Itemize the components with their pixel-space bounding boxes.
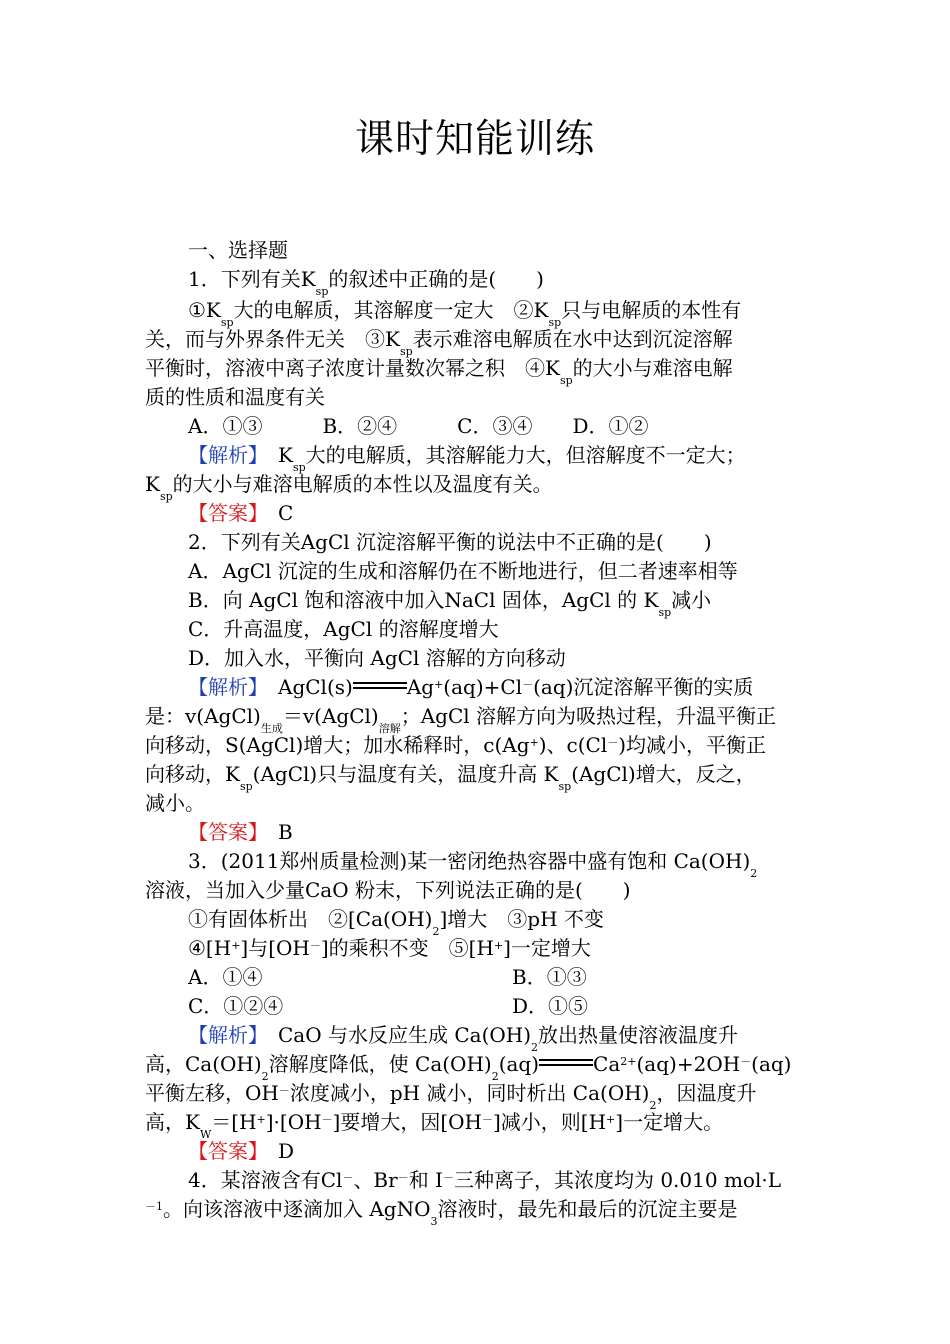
q1-options-line-1 — [188, 296, 858, 329]
subscript: 2 — [750, 867, 758, 880]
text-run: ]一定增大 — [503, 936, 591, 960]
text-run: (aq)+2OH — [636, 1052, 741, 1076]
text-run: ]·[OH — [265, 1110, 322, 1134]
text-run: D — [258, 1139, 295, 1163]
text-run: CaO 与水反应生成 Ca(OH) — [258, 1023, 532, 1047]
superscript: － — [482, 1113, 493, 1126]
text-run: (AgCl)只与温度有关，温度升高 K — [252, 762, 559, 786]
page-title: 课时知能训练 — [354, 117, 595, 162]
text-run: 溶解度降低，使 Ca(OH) — [268, 1052, 492, 1076]
text-run: ]要增大，因[OH — [332, 1110, 482, 1134]
text-run: K — [145, 472, 160, 496]
text-run: 向移动，K — [145, 762, 240, 786]
subscript: 2 — [491, 1070, 499, 1083]
text-run: 的大小与难溶电解 — [572, 356, 733, 380]
q2-analysis-line-4 — [145, 760, 815, 793]
q1-options-line-3 — [145, 354, 815, 387]
text-run: Ca — [593, 1052, 621, 1076]
text-run: 4．某溶液含有Cl — [188, 1168, 343, 1192]
equilibrium-arrow-icon — [539, 1057, 593, 1069]
text-run: AgCl(s) — [258, 675, 353, 699]
text-run: (AgCl)增大，反之， — [571, 762, 756, 786]
q2-analysis — [188, 673, 858, 701]
text-run: 的大小与难溶电解质的本性以及温度有关。 — [172, 472, 553, 496]
q2-analysis-line-2 — [145, 702, 815, 735]
text-run: ，因温度升 — [656, 1081, 757, 1105]
superscript: －1 — [145, 1200, 163, 1213]
q4-stem — [188, 1166, 858, 1194]
q3-analysis — [188, 1021, 858, 1054]
text-run: 只与电解质的本性有 — [561, 298, 742, 322]
superscript: － — [321, 1113, 333, 1126]
text-run: 高，Ca(OH) — [145, 1052, 262, 1076]
q3-analysis-line-4 — [145, 1108, 815, 1141]
section-heading: 一、选择题 — [188, 238, 288, 262]
text-run: 平衡时，溶液中离子浓度计量数次幂之积 ④K — [145, 356, 560, 380]
text-run: 浓度减小，pH 减小，同时析出 Ca(OH) — [289, 1081, 650, 1105]
subscript: 2 — [432, 925, 440, 938]
q2-analysis-line-5: 减小。 — [145, 791, 205, 815]
q2-option-d: D．加入水，平衡向 AgCl 溶解的方向移动 — [188, 646, 566, 670]
answer-tag: 【答案】 — [188, 1139, 258, 1163]
analysis-tag: 【解析】 — [188, 1023, 258, 1047]
q1-analysis — [188, 441, 858, 474]
text-run: 、Br — [353, 1168, 398, 1192]
q1-stem — [188, 265, 858, 298]
text-run: 表示难溶电解质在水中达到沉淀溶解 — [412, 327, 733, 351]
text-run: B — [258, 820, 293, 844]
q4-stem-line-2 — [145, 1195, 815, 1228]
text-run: 高，K — [145, 1110, 200, 1134]
answer-tag: 【答案】 — [188, 501, 258, 525]
superscript: － — [397, 1171, 409, 1184]
q1-answer — [188, 499, 858, 527]
q2-analysis-line-3 — [145, 731, 815, 759]
text-run: ＝v(AgCl) — [282, 704, 379, 728]
text-run: (aq)沉淀溶解平衡的实质 — [533, 675, 754, 699]
q3-stem — [188, 847, 858, 880]
text-run: 和 I — [408, 1168, 443, 1192]
text-run: 向移动，S(AgCl)增大；加水稀释时，c(Ag — [145, 733, 530, 757]
text-run: ]一定增大。 — [615, 1110, 724, 1134]
answer-tag: 【答案】 — [188, 820, 258, 844]
superscript: － — [607, 736, 619, 749]
subscript: 2 — [649, 1099, 657, 1112]
q3-analysis-line-3 — [145, 1079, 815, 1112]
superscript: － — [740, 1055, 752, 1068]
subscript: 生成 — [260, 722, 283, 735]
superscript: － — [342, 1171, 354, 1184]
subscript: sp — [548, 316, 562, 329]
text-run: (aq) — [498, 1052, 540, 1076]
q2-stem: 2．下列有关AgCl 沉淀溶解平衡的说法中不正确的是( ) — [188, 530, 712, 554]
text-run: ]减小，则[H — [493, 1110, 607, 1134]
q3-choice-c: C．①②④ — [188, 994, 284, 1018]
text-run: Ag — [406, 675, 435, 699]
superscript: － — [522, 678, 534, 691]
analysis-tag: 【解析】 — [188, 443, 258, 467]
q1-analysis-line-2 — [145, 470, 815, 503]
text-run: ④[H — [188, 936, 232, 960]
q3-options-line-1 — [188, 905, 858, 938]
q2-option-a: A．AgCl 沉淀的生成和溶解仍在不断地进行，但二者速率相等 — [188, 559, 738, 583]
text-run: )、c(Cl — [538, 733, 608, 757]
subscript: sp — [399, 345, 413, 358]
superscript: + — [493, 939, 504, 952]
subscript: sp — [220, 316, 234, 329]
text-run: 大的电解质，其溶解度一定大 ②K — [233, 298, 549, 322]
text-run: ]与[OH — [240, 936, 310, 960]
superscript: － — [309, 939, 321, 952]
text-run: ；AgCl 溶解方向为吸热过程，升温平衡正 — [400, 704, 777, 728]
text-run: ]增大 ③pH 不变 — [439, 907, 604, 931]
subscript: 溶解 — [378, 722, 401, 735]
superscript: + — [231, 939, 241, 952]
text-run: 三种离子，其浓度均为 0.010 mol·L — [453, 1168, 781, 1192]
text-run: 平衡左移，OH — [145, 1081, 279, 1105]
text-run: )均减小，平衡正 — [618, 733, 767, 757]
superscript: + — [606, 1113, 616, 1126]
text-run: ①有固体析出 ②[Ca(OH) — [188, 907, 433, 931]
text-run: 放出热量使溶液温度升 — [538, 1023, 739, 1047]
superscript: － — [442, 1171, 454, 1184]
text-run: ①K — [188, 298, 221, 322]
text-run: C — [258, 501, 294, 525]
equilibrium-arrow-icon — [353, 680, 407, 692]
text-run: 1．下列有关K — [188, 267, 316, 291]
text-run: B．向 AgCl 饱和溶液中加入NaCl 固体，AgCl 的 K — [188, 588, 659, 612]
superscript: + — [529, 736, 539, 749]
text-run: 减小 — [671, 588, 712, 612]
superscript: 2+ — [620, 1055, 637, 1068]
analysis-tag: 【解析】 — [188, 675, 258, 699]
text-run: (aq)+Cl — [443, 675, 523, 699]
superscript: + — [256, 1113, 266, 1126]
subscript: sp — [558, 780, 572, 793]
q2-answer — [188, 818, 858, 846]
subscript: sp — [159, 490, 173, 503]
text-run: 是：v(AgCl) — [145, 704, 261, 728]
subscript: 2 — [261, 1070, 269, 1083]
subscript: sp — [292, 461, 306, 474]
subscript: 3 — [430, 1215, 438, 1228]
q2-option-c: C．升高温度，AgCl 的溶解度增大 — [188, 617, 499, 641]
q3-choice-a: A．①④ — [188, 965, 263, 989]
text-run: 的叙述中正确的是( ) — [328, 267, 544, 291]
text-run: ＝[H — [211, 1110, 257, 1134]
text-run: 溶液时，最先和最后的沉淀主要是 — [437, 1197, 738, 1221]
q3-answer — [188, 1137, 858, 1165]
subscript: sp — [315, 285, 329, 298]
subscript: sp — [658, 606, 672, 619]
text-run: 关，而与外界条件无关 ③K — [145, 327, 400, 351]
q2-option-b — [188, 586, 858, 619]
q3-choice-d: D．①⑤ — [512, 994, 589, 1018]
text-run: 3．(2011郑州质量检测)某一密闭绝热容器中盛有饱和 Ca(OH) — [188, 849, 751, 873]
text-run: K — [258, 443, 293, 467]
text-run: 。向该溶液中逐滴加入 AgNO — [163, 1197, 431, 1221]
q3-analysis-line-2 — [145, 1050, 815, 1083]
text-run: 大的电解质，其溶解能力大，但溶解度不一定大； — [305, 443, 746, 467]
q3-stem-line-2: 溶液，当加入少量CaO 粉末，下列说法正确的是( ) — [145, 878, 631, 902]
text-run: ]的乘积不变 ⑤[H — [320, 936, 494, 960]
text-run: (aq) — [751, 1052, 792, 1076]
q1-options-line-2 — [145, 325, 815, 358]
q3-choice-b: B．①③ — [512, 965, 587, 989]
subscript: sp — [559, 374, 573, 387]
q1-options-line-4: 质的性质和温度有关 — [145, 385, 325, 409]
superscript: － — [278, 1084, 290, 1097]
superscript: + — [434, 678, 444, 691]
subscript: W — [199, 1128, 212, 1141]
subscript: 2 — [531, 1041, 539, 1054]
q1-choices: A．①③ B．②④ C．③④ D．①② — [188, 414, 649, 438]
q3-options-line-2 — [188, 934, 858, 962]
subscript: sp — [239, 780, 253, 793]
